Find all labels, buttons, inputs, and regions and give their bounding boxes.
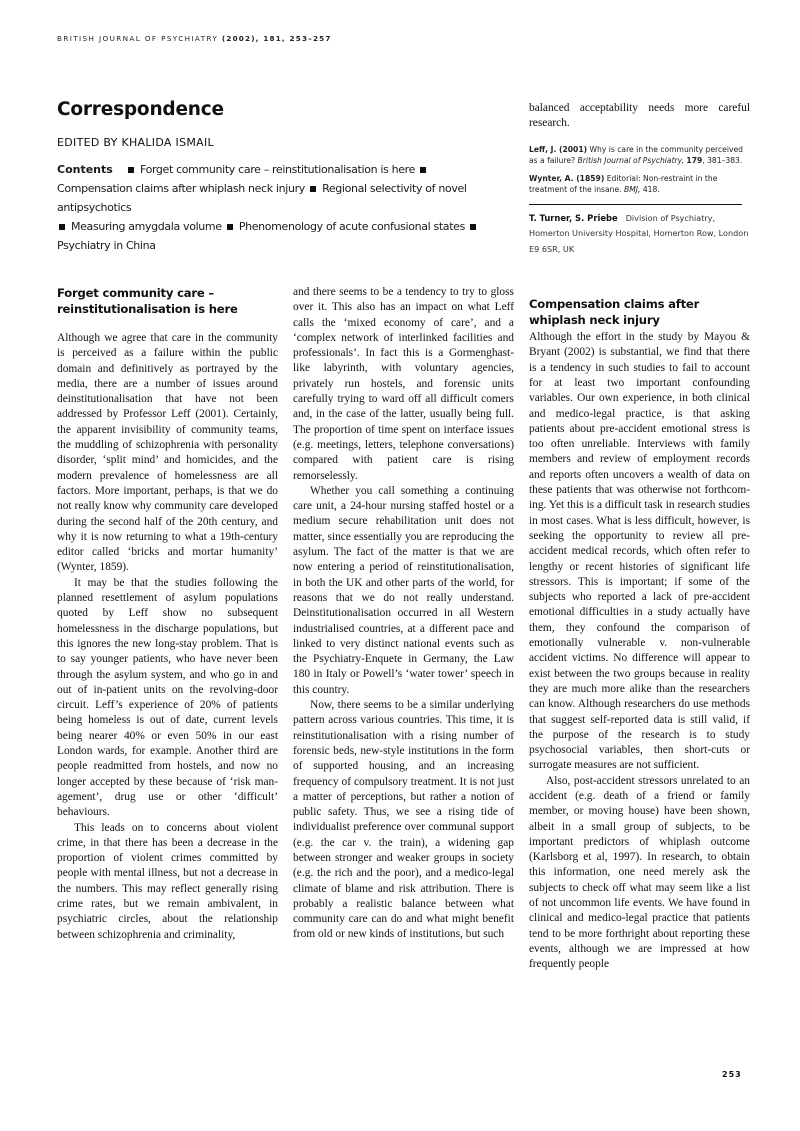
column-2	[293, 285, 514, 943]
bullet-icon	[420, 167, 426, 173]
signatories: T. Turner, S. Priebe	[529, 212, 618, 223]
paragraph-continued: balanced acceptability needs more careful research.	[529, 102, 750, 130]
bullet-icon	[470, 224, 476, 230]
paragraph: Now, there seems to be a similar underlying pattern across various countries. This time, it is reinstitutionalisation with a rising number of forensic beds, new-style institutions in the form of supported housing, and an increasing frequency of compulsory treatment. It is not just a matter of perceptions, but rather a notion of public safety. Thus, we see a rising tide of individualist preference over communal support (e.g. the car v. the train), a widening gap between stronger and weaker groups in society (e.g. the rich and the poor), and a medico-legal climate of blame and risk attribution. There is probably a realistic balance between what community care can do and what might benefit from old or new kinds of institutions, but such	[293, 699, 514, 941]
paragraph: Whether you call something a continuing care unit, a 24-hour nursing staffed hostel or a medium secure rehabilitation unit does not matter, since essentially you are reproducing the asylum. The fact of the matter is that we are now entering a period of reinstitutionalisation, in both the UK and other parts of the world, for reasons that we do not really understand. Deinstitutionalisation occurred in all Western industrialised countries, at a different pace and linked to very distinct national events such as the Psychiatry-Enquete in Germany, the Law 180 in Italy or Powell’s ‘water tower’ speech in this country.	[293, 484, 514, 696]
contents-item[interactable]: Regional selectivity of novel antipsychotics	[57, 182, 467, 214]
contents-list	[57, 160, 487, 255]
page-number: 253	[722, 1070, 742, 1079]
bullet-icon	[128, 167, 134, 173]
affiliation: Division of Psychiatry, Homerton University Hospital, Homerton Row, London E9 6SR, UK	[529, 212, 749, 254]
reference-journal: BMJ,	[623, 185, 641, 195]
reference-item	[529, 173, 750, 196]
editor-line: EDITED BY KHALIDA ISMAIL	[57, 136, 214, 149]
reference-pages: , 381–383.	[702, 156, 743, 166]
paragraph: It may be that the studies following the planned resettlement of asylum populations quoted by Leff show no subsequent homelessness in the discharge populations, but this ignores the new long-stay problem. That is to say younger patients, who have never been through the asylum system, and who go in and out of in-patient units on the revolving-door circuit. Leff’s experience of 20% of patients being homeless is out of date, current levels being nearer 40% or even 50% in our east London wards, for example. Another third are people readmitted from hostels, and now no longer accepted by these because of ‘risk management’, drug use or other ‘difficult’ behaviours.	[57, 576, 278, 819]
letter-1-title: Forget community care – reinstitutionalisation is here	[57, 286, 238, 316]
paragraph: Although we agree that care in the community is perceived as a failure within the public domain and definitively as portrayed by the media, there are a number of issues around deinstitutionalisation that have not been addressed by Professor Leff (2001). Certainly, the apparent invisibility of community teams, the muddling of schizophrenia with personality disorder, ‘split mind’ and homicides, and the modern prevalence of homelessness are all factors. More important, perhaps, is that we do not really know why community care developed during the second half of the 20th century, and why it is now returning to what a 19th-century editor called ‘bricks and mortar humanity’ (Wynter, 1859).	[57, 332, 278, 574]
contents-label: Contents	[57, 163, 113, 176]
contents-item[interactable]: Forget community care – reinstitutionalisation is here	[139, 163, 415, 176]
reference-item	[529, 144, 750, 167]
contents-item[interactable]: Psychiatry in China	[57, 239, 156, 252]
author-block	[529, 211, 750, 258]
column-1	[57, 286, 278, 943]
contents-item[interactable]: Measuring amygdala volume	[71, 220, 222, 233]
bullet-icon	[59, 224, 65, 230]
letter-2	[529, 297, 750, 972]
reference-pages: 418.	[640, 185, 660, 195]
paragraph: Also, post-accident stressors unrelated to an accident (e.g. death of a friend or family member, or moving house) have been shown, albeit in a small group of subjects, to be important predictors of whiplash outcome (Karlsborg et al, 1997). In research, to obtain this information, one need merely ask the subjects to check off what may seem like a list of not uncommon life events. We have found in clinical and medico-legal practice that patients tend to be more forthright about reporting these events, although we are impressed at how frequently people	[529, 774, 750, 971]
journal-name: BRITISH JOURNAL OF PSYCHIATRY	[57, 34, 219, 43]
letter-2-title: Compensation claims after whiplash neck injury	[529, 297, 700, 327]
reference-author: Leff, J. (2001)	[529, 144, 588, 154]
contents-item[interactable]: Phenomenology of acute confusional states	[238, 220, 465, 233]
bullet-icon	[227, 224, 233, 230]
reference-title: Why is care in the community perceived as a failure?	[529, 144, 743, 166]
reference-volume: 179	[686, 156, 703, 166]
paragraph: Although the effort in the study by Mayou & Bryant (2002) is substantial, we find that there is a tendency in such studies to fail to account for at least two important confounding variables. Our own experience, in both clinical and medico-legal practice, is that asking patients about pre-accident emotional stress is too often unreliable. Interviews with family members and review of employment records and reports often uncovers a wealth of data on these patients that was otherwise not forthcoming. Yet this is a difficult task in research studies in most cases. What is less difficult, however, is seeking the opportunity to review all pre-accident medical records, which often refer to lengthy or recent histories of significant life stressors. This is important; if some of the subjects who reported a lack of pre-accident emotional difficulties in a study actually have them, they confound the comparison of emotionally vulnerable v. non-vulnerable accident victims. No difference will appear to exist between the two groups because in reality they are much more alike than the researchers can know. Although researchers do use methods that suggest self-reported data is still valid, if the purpose of the research is to study psychosocial variables, then short-cuts or surrogate measures are not sufficient.	[529, 331, 750, 772]
reference-author: Wynter, A. (1859)	[529, 173, 605, 183]
references	[529, 144, 750, 196]
divider	[529, 204, 742, 205]
paragraph: This leads on to concerns about violent crime, in that there has been a decrease in the proportion of violent crimes committed by people with mental illness, but not a decrease in the numbers. This may reflect generally rising crime rates, but we remain ambivalent, in psychiatric circles, about the relationship between schizophrenia and criminality,	[57, 821, 278, 941]
bullet-icon	[310, 186, 316, 192]
journal-citation: (2002), 181, 253–257	[221, 34, 332, 43]
running-head	[57, 34, 332, 43]
reference-title: Editorial: Non-restraint in the treatment of the insane.	[529, 173, 718, 195]
page-title: Correspondence	[57, 99, 224, 120]
paragraph-continued: and there seems to be a tendency to try to gloss over it. This also has an impact on what Leff calls the ‘mixed economy of care’, and a ‘complex network of interlinked facilities and professionals’. In fact this is a Gormenghast-like labyrinth, with voluntary agencies, privately run hostels, and forensic units carefully trying to ward off all difficult comers and, in the case of the latter, usually being full. The proportion of time spent on interface issues (e.g. meetings, letters, telephone conversations) compared with patient care is rising remorselessly.	[293, 286, 514, 482]
column-3	[529, 101, 750, 973]
contents-item[interactable]: Compensation claims after whiplash neck injury	[57, 182, 305, 195]
reference-journal: British Journal of Psychiatry,	[577, 156, 684, 166]
